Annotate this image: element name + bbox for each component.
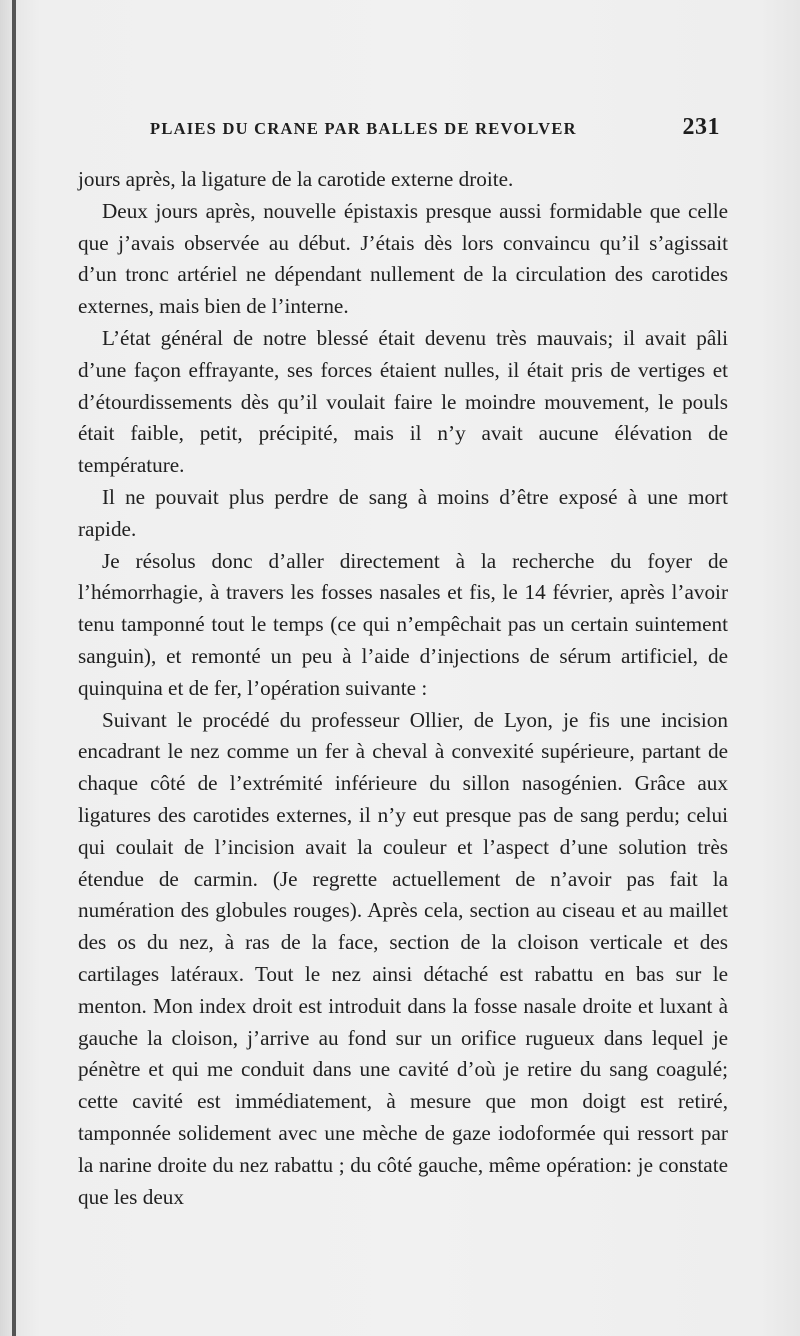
paragraph-blood-loss: Il ne pouvait plus perdre de sang à moins d’être exposé à une mort rapide. (78, 484, 728, 541)
paragraph-epistaxis: Deux jours après, nouvelle épistaxis presque aussi formidable que celle que j’avais observée au début. J’étais dès lors convaincu qu’il s’agissait d’un tronc artériel ne dépendant nullement de la circulation des carotides externes, mais bien de l’interne. (78, 198, 728, 319)
paragraph-procedure: Suivant le procédé du professeur Ollier, de Lyon, je fis une incision encadrant le nez comme un fer à cheval à convexité supérieure, partant de chaque côté de l’extrémité inférieure du sillon nasogénien. Grâce aux ligatures des carotides externes, il n’y eut presque pas de sang perdu; celui qui coulait de l’incision avait la couleur et l’aspect d’une solution très étendue de carmin. (Je regrette actuellement de n’avoir pas fait la numération des globules rouges). Après cela, section au ciseau et au maillet des os du nez, à ras de la face, section de la cloison verticale et des cartilages latéraux. Tout le nez ainsi détaché est rabattu en bas sur le menton. Mon index droit est introduit dans la fosse nasale droite et luxant à gauche la cloison, j’arrive au fond sur un orifice rugueux dans lequel je pénètre et qui me conduit dans une cavité d’où je retire du sang coagulé; cette cavité est immédiatement, à mesure que mon doigt est retiré, tamponnée solidement avec une mèche de gaze iodoformée qui ressort par la narine droite du nez rabattu ; du côté gauche, même opération: je constate que les deux (78, 707, 728, 1209)
paragraph-continuation: jours après, la ligature de la carotide externe droite. (78, 167, 514, 191)
running-head (150, 114, 720, 142)
paragraph-general-state: L’état général de notre blessé était devenu très mauvais; il avait pâli d’une façon effrayante, ses forces étaient nulles, il était pris de vertiges et d’étourdissements dès qu’il voulait faire le moindre mouvement, le pouls était faible, petit, précipité, mais il n’y avait aucune élévation de température. (78, 325, 728, 478)
running-title: PLAIES DU CRANE PAR BALLES DE REVOLVER (150, 119, 577, 138)
page-number: 231 (682, 114, 720, 140)
body-text (78, 164, 728, 1213)
paragraph-resolution: Je résolus donc d’aller directement à la recherche du foyer de l’hémorrhagie, à travers les fosses nasales et fis, le 14 février, après l’avoir tenu tamponné tout le temps (ce qui n’empêchait pas un certain suintement sanguin), et remonté un peu à l’aide d’injections de sérum artificiel, de quinquina et de fer, l’opération suivante : (78, 548, 728, 700)
